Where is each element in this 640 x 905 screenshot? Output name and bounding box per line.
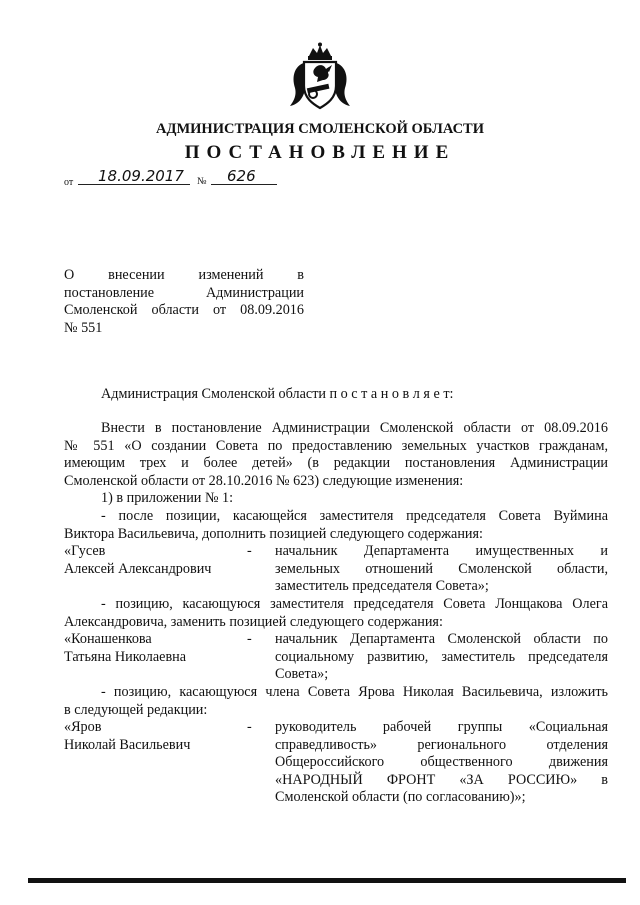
- text-line: Александровича, заменить позицией следующего содержания:: [64, 613, 443, 630]
- dash-separator: -: [247, 543, 252, 559]
- member-name: «Гусев Алексей Александрович: [64, 543, 212, 577]
- number-label: №: [197, 176, 207, 187]
- member-role: начальник Департамента имущественных и земельных отношений Смоленской области, заместитель председателя Совета»;: [275, 543, 608, 594]
- text-line: - позицию, касающуюся заместителя председателя Совета Лонщакова Олега: [101, 596, 608, 612]
- date-underline: [78, 184, 190, 185]
- page-bottom-rule: [28, 878, 626, 883]
- member-name: «Яров Николай Васильевич: [64, 719, 191, 753]
- document-subject: [64, 267, 304, 337]
- subject-line: О внесении изменений в: [64, 267, 304, 283]
- text-line: Виктора Васильевича, дополнить позицией следующего содержания:: [64, 525, 483, 542]
- text-line: имеющим трех и более детей» (в редакции постановления Администрации: [64, 455, 608, 471]
- number-underline: [211, 184, 277, 185]
- member-role: руководитель рабочей группы «Социальная справедливость» регионального отделения Общероссийского общественного движения «НАРОДНЫЙ ФРОНТ «ЗА РОССИЮ» в Смоленской области (по согласованию)»;: [275, 719, 608, 805]
- member-role: начальник Департамента Смоленской области по социальному развитию, заместитель председателя Совета»;: [275, 631, 608, 682]
- text-line: в следующей редакции:: [64, 701, 208, 718]
- dash-separator: -: [247, 631, 252, 647]
- subject-line: Смоленской области от 08.09.2016: [64, 302, 304, 318]
- document-type: ПОСТАНОВЛЕНИЕ: [184, 142, 456, 163]
- list-item: 1) в приложении № 1:: [101, 490, 234, 506]
- member-name: «Конашенкова Татьяна Николаевна: [64, 631, 187, 665]
- decree-statement: Администрация Смоленской области п о с т а н о в л я е т:: [101, 386, 454, 402]
- organization-title: АДМИНИСТРАЦИЯ СМОЛЕНСКОЙ ОБЛАСТИ: [156, 121, 484, 137]
- subject-line: постановление Администрации: [64, 284, 304, 301]
- text-line: - позицию, касающуюся члена Совета Ярова Николая Васильевича, изложить: [101, 684, 608, 700]
- date-value: 18.09.2017: [98, 167, 184, 185]
- subject-line: № 551: [64, 319, 103, 336]
- paragraph-restate-position: [64, 684, 608, 719]
- text-line: № 551 «О создании Совета по предоставлению земельных участков гражданам,: [64, 437, 608, 454]
- smolensk-coat-of-arms-icon: [287, 42, 353, 112]
- text-line: - после позиции, касающейся заместителя председателя Совета Вуймина: [101, 508, 608, 524]
- paragraph-replace-position: [64, 596, 608, 631]
- text-line: Смоленской области от 28.10.2016 № 623) следующие изменения:: [64, 472, 464, 489]
- text-line: Внести в постановление Администрации Смоленской области от 08.09.2016: [101, 420, 608, 436]
- dash-separator: -: [247, 719, 252, 735]
- date-label: от: [64, 177, 74, 188]
- number-value: 626: [227, 167, 256, 185]
- paragraph-add-position: [64, 508, 608, 543]
- paragraph-main: [64, 420, 608, 508]
